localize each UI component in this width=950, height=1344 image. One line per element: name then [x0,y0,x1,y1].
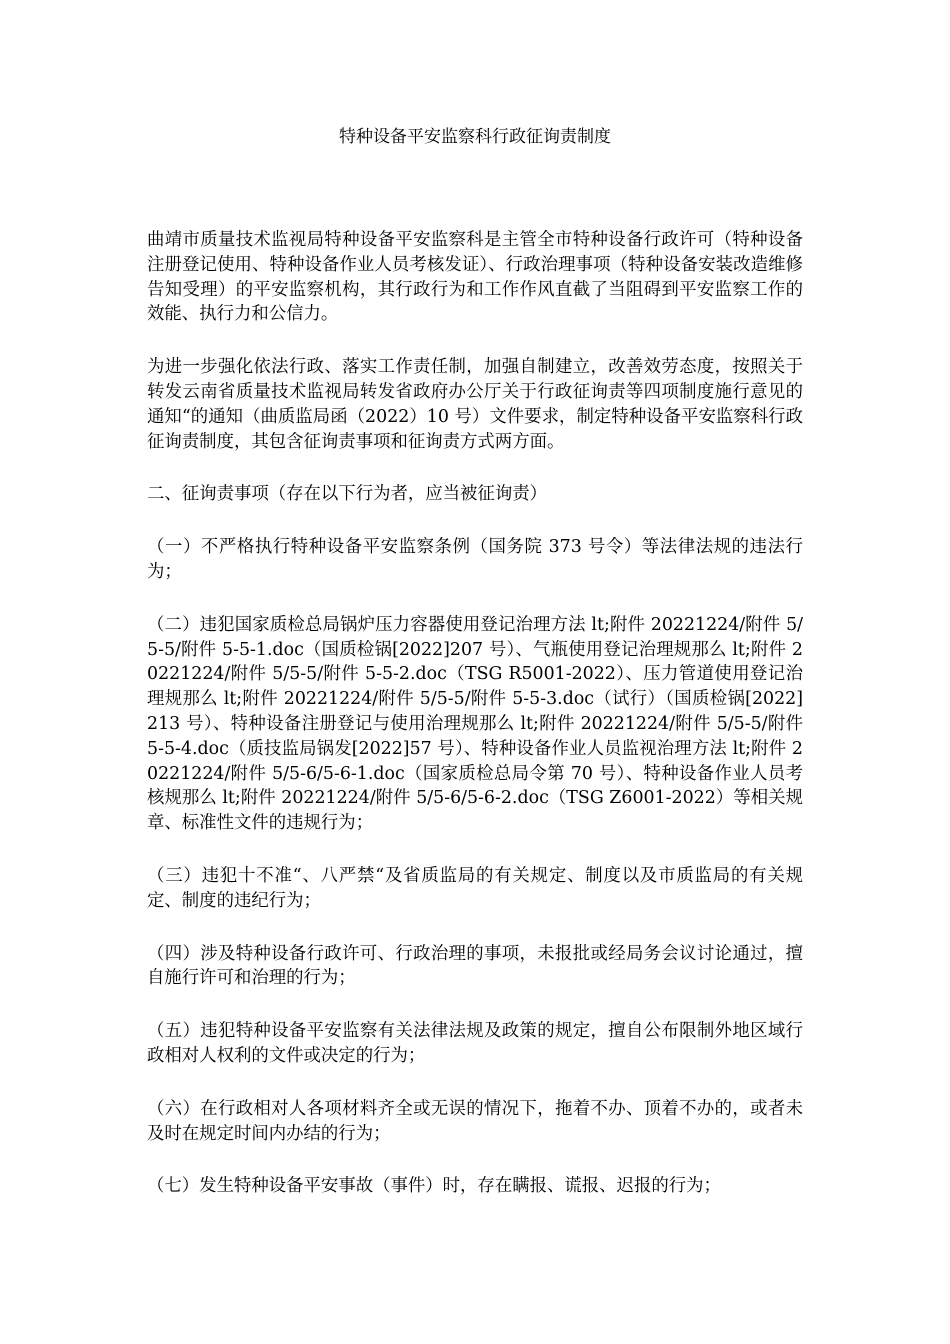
list-item-5: （五）违犯特种设备平安监察有关法律法规及政策的规定，擅自公布限制外地区域行政相对人权利的文件或决定的行为； [147,1021,803,1066]
section-heading-accountability-items: 二、征询责事项（存在以下行为者，应当被征询责） [147,484,547,505]
paragraph-intro: 曲靖市质量技术监视局特种设备平安监察科是主管全市特种设备行政许可（特种设备注册登记使用、特种设备作业人员考核发证）、行政治理事项（特种设备安装改造维修告知受理）的平安监察机构，其行政行为和工作作风直截了当阻碍到平安监察工作的效能、执行力和公信力。 [147,230,803,325]
page-title: 特种设备平安监察科行政征询责制度 [339,127,611,147]
list-item-7: （七）发生特种设备平安事故（事件）时，存在瞒报、谎报、迟报的行为； [147,1176,721,1197]
list-item-1: （一）不严格执行特种设备平安监察条例（国务院 373 号令）等法律法规的违法行为； [147,537,803,582]
list-item-4: （四）涉及特种设备行政许可、行政治理的事项，未报批或经局务会议讨论通过，擅自施行许可和治理的行为； [147,943,803,989]
list-item-3: （三）违犯十不准“、八严禁“及省质监局的有关规定、制度以及市质监局的有关规定、制度的违纪行为； [147,865,803,911]
list-item-6: （六）在行政相对人各项材料齐全或无误的情况下，拖着不办、顶着不办的，或者未及时在规定时间内办结的行为； [147,1098,803,1144]
paragraph-purpose: 为进一步强化依法行政、落实工作责任制，加强自制建立，改善效劳态度，按照关于转发云南省质量技术监视局转发省政府办公厅关于行政征询责等四项制度施行意见的通知“的通知（曲质监局函（2022）10 号）文件要求，制定特种设备平安监察科行政征询责制度，其包含征询责事项和征询责方式两方面。 [147,357,803,452]
list-item-2: （二）违犯国家质检总局锅炉压力容器使用登记治理方法 lt;附件 20221224/附件 5/5-5/附件 5-5-1.doc（国质检锅[2022]207 号）、气瓶使用登记治理规那么 lt;附件 20221224/附件 5/5-5/附件 5-5-2.doc（TSG R5001-2022）、压力管道使用登记治理规那么 lt;附件 20221224/附件 5/5-5/附件 5-5-3.doc（试行）（国质检锅[2022]213 号）、特种设备注册登记与使用治理规那么 lt;附件 20221224/附件 5/5-5/附件 5-5-4.doc（质技监局锅发[2022]57 号）、特种设备作业人员监视治理方法 lt;附件 20221224/附件 5/5-6/5-6-1.doc（国家质检总局令第 70 号）、特种设备作业人员考核规那么 lt;附件 20221224/附件 5/5-6/5-6-2.doc（TSG Z6001-2022）等相关规章、标准性文件的违规行为； [147,614,803,834]
document-body [147,228,803,1227]
